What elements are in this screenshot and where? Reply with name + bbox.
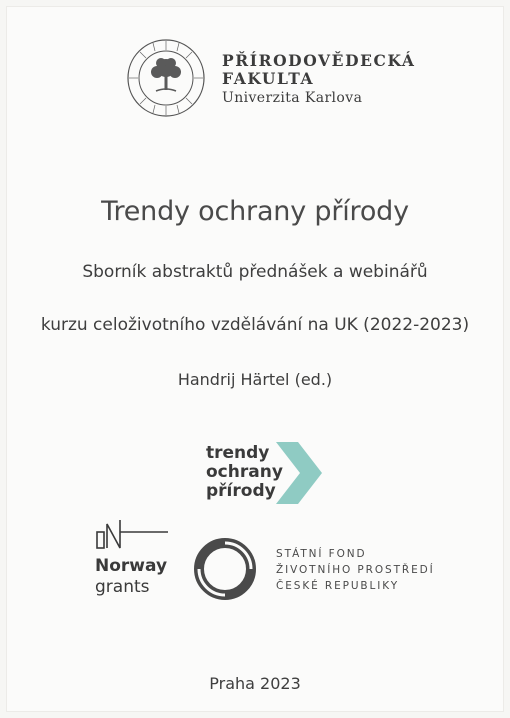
- subtitle-line1: Sborník abstraktů přednášek a webinářů: [82, 262, 428, 282]
- state-environmental-fund-logo-icon: [192, 536, 258, 602]
- course-logo-line3: přírody: [206, 481, 276, 501]
- faculty-line2: FAKULTA: [222, 69, 315, 88]
- norway-grants-logo-icon: [96, 518, 168, 554]
- course-logo-line1: trendy: [206, 443, 270, 463]
- norway-line2: grants: [95, 577, 150, 597]
- sfzp-line3: ČESKÉ REPUBLIKY: [276, 580, 400, 592]
- book-cover: [6, 6, 504, 712]
- editor-name: Handrij Härtel (ed.): [177, 370, 333, 389]
- norway-grants-text: [95, 556, 167, 598]
- university-seal-icon: [126, 38, 206, 118]
- sfzp-line2: ŽIVOTNÍHO PROSTŘEDÍ: [276, 564, 435, 576]
- norway-line1: Norway: [95, 556, 168, 576]
- university-name: Univerzita Karlova: [222, 90, 363, 106]
- faculty-name-block: [222, 52, 416, 108]
- sfzp-line1: STÁTNÍ FOND: [276, 548, 367, 560]
- state-environmental-fund-text: [276, 546, 435, 594]
- subtitle-line2: kurzu celoživotního vzdělávání na UK (2022-2023): [40, 315, 470, 335]
- book-title: Trendy ochrany přírody: [101, 196, 409, 227]
- faculty-line1: PŘÍRODOVĚDECKÁ: [222, 51, 416, 70]
- course-logo-text: [206, 444, 283, 501]
- course-logo-line2: ochrany: [206, 462, 283, 482]
- chevron-right-icon: [276, 442, 322, 504]
- place-and-year: Praha 2023: [209, 674, 301, 693]
